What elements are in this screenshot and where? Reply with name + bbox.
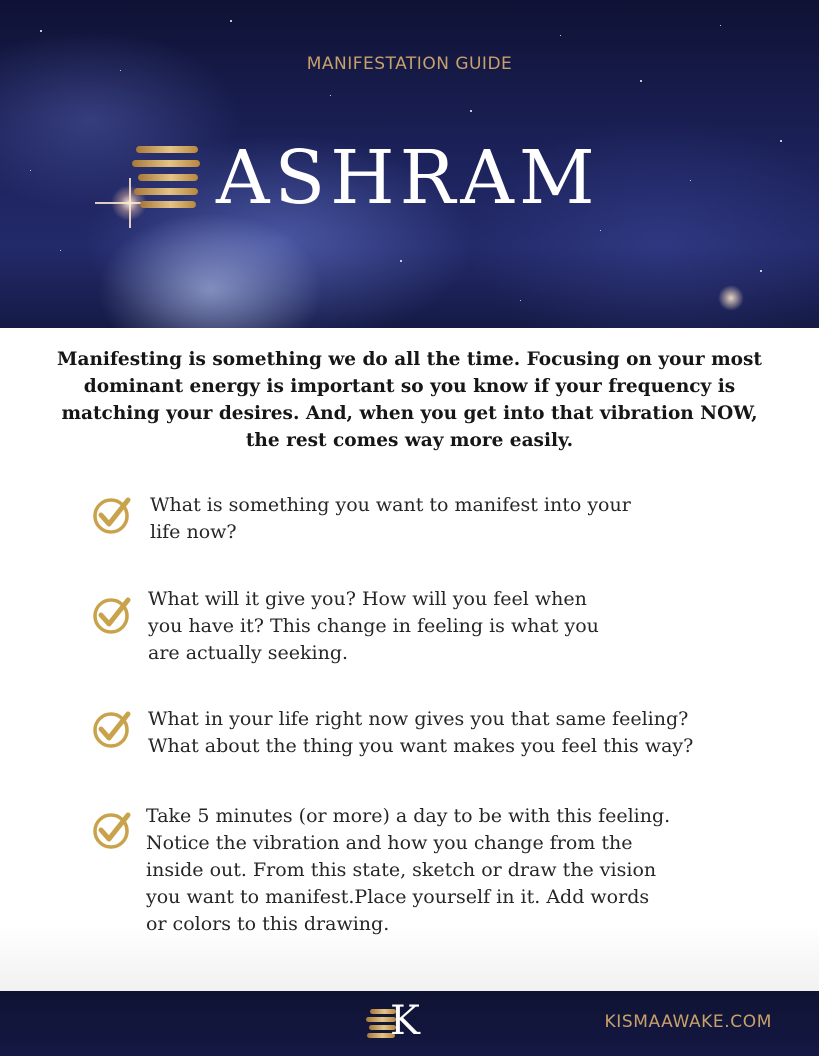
item-line: are actually seeking. — [148, 642, 349, 664]
guide-subtitle: MANIFESTATION GUIDE — [306, 54, 513, 74]
checkmark-circle-icon — [90, 809, 132, 851]
footer-bar — [0, 991, 819, 1056]
website-link[interactable]: KISMAAWAKE.COM — [604, 1012, 772, 1032]
item-line: or colors to this drawing. — [146, 913, 390, 935]
item-line: What is something you want to manifest into your — [150, 494, 631, 516]
intro-paragraph: Manifesting is something we do all the time. Focusing on your most dominant energy is important so you know if your frequency is matching your desires. And, when you get into that vibration NOW, the rest comes way more easily. — [57, 349, 762, 451]
footer-logo — [366, 998, 436, 1044]
item-line: Take 5 minutes (or more) a day to be with this feeling. — [146, 805, 671, 827]
item-line: you have it? This change in feeling is what you — [148, 615, 599, 637]
star-glow — [718, 285, 744, 311]
checkmark-circle-icon — [90, 708, 132, 750]
item-line: What about the thing you want makes you feel this way? — [148, 735, 694, 757]
item-line: What in your life right now gives you that same feeling? — [148, 708, 689, 730]
header-banner — [0, 0, 819, 328]
footer-logo-letter: K — [390, 998, 420, 1044]
item-line: Notice the vibration and how you change from the — [146, 832, 633, 854]
brand-title: ASHRAM — [216, 135, 600, 221]
item-line: you want to manifest.Place yourself in it. Add words — [146, 886, 650, 908]
checkmark-circle-icon — [90, 594, 132, 636]
gold-stripes-icon — [132, 144, 204, 210]
brand-logo — [132, 135, 712, 221]
item-line: What will it give you? How will you feel when — [148, 588, 587, 610]
item-line: life now? — [150, 521, 237, 543]
item-line: inside out. From this state, sketch or draw the vision — [146, 859, 657, 881]
checkmark-circle-icon — [90, 494, 132, 536]
